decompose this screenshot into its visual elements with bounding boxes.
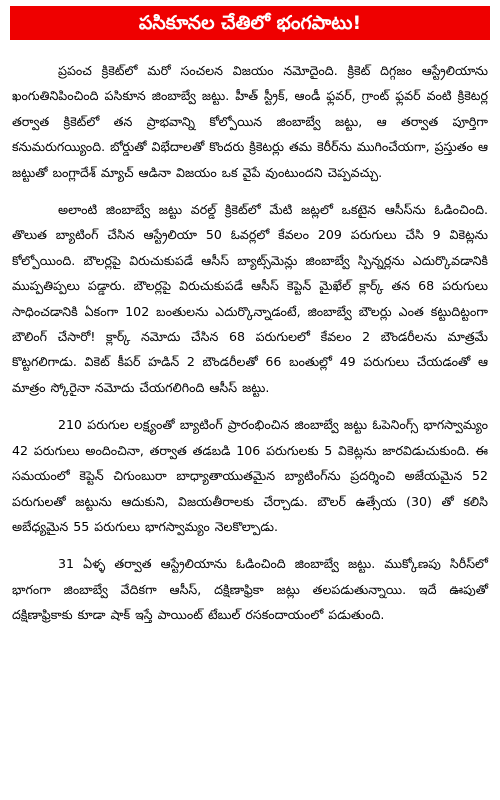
article-paragraph-1: ప్రపంచ క్రికెట్‌లో మరో సంచలన విజయం నమోదైంది. క్రికెట్ దిగ్గజం ఆస్ట్రేలియాను ఖంగుతినిపించింది పసికూన జింబాబ్వే జట్టు. హీత్ స్ట్రీక్, ఆండీ ఫ్లవర్, గ్రాంట్ ఫ్లవర్ వంటి క్రికెటర్ల తర్వాత క్రికెట్‌లో తన ప్రాభవాన్ని కోల్పోయిన జింబాబ్వే జట్టు, ఆ తర్వాత పూర్తిగా కనుమరుగయ్యింది. బోర్డుతో విభేదాలతో కొందరు క్రికెటర్లు తమ కెరీర్‌ను ముగించేయగా, ప్రస్తుతం ఆ జట్టుతో బంగ్లాదేశ్ మ్యాచ్ ఆడినా విజయం ఒక వైపే వుంటుందని చెప్పవచ్చు.: [12, 63, 488, 180]
article-paragraph-4: 31 ఏళ్ళ తర్వాత ఆస్ట్రేలియాను ఓడించింది జింబాబ్వే జట్టు. ముక్కోణపు సిరీస్‌లో భాగంగా జింబాబ్వే వేదికగా ఆసీస్, దక్షిణాఫ్రికా జట్లు తలపడుతున్నాయి. ఇదే ఊపుతో దక్షిణాఫ్రికాకు కూడా షాక్ ఇస్తే పాయింట్ టేబుల్ రసకందాయంలో పడుతుంది.: [12, 556, 488, 623]
article-paragraph-2: అలాంటి జింబాబ్వే జట్టు వరల్డ్ క్రికెట్‌లో మేటి జట్లలో ఒకటైన ఆసీస్‌ను ఓడించింది. తొలుత బ్యాటింగ్ చేసిన ఆస్ట్రేలియా 50 ఓవర్లలో కేవలం 209 పరుగులు చేసి 9 వికెట్లను కోల్పోయింది. బౌలర్లపై విరుచుకుపడే ఆసీస్ బ్యాట్స్‌మెన్లు జింబాబ్వే స్పిన్నర్లను ఎదుర్కొవడానికి ముప్పతిప్పలు పడ్డారు. బౌలర్లపై విరుచుకుపడే ఆసీస్ కెప్టెన్ మైఖేల్ క్లార్క్ తన 68 పరుగులు సాధించడానికి ఏకంగా 102 బంతులను ఎదుర్కొన్నాడంటే, జింబాబ్వే బౌలర్లు ఎంత కట్టుదిట్టంగా బౌలింగ్ చేసారో! క్లార్క్ నమోదు చేసిన 68 పరుగులలో కేవలం 2 బౌండరీలను మాత్రమే కొట్టగలిగాడు. వికెట్ కీపర్ హడిన్ 2 బౌండరీలతో 66 బంతుల్లో 49 పరుగులు చేయడంతో ఆ మాత్రం స్కోరైనా నమోదు చేయగలిగింది ఆసీస్ జట్టు.: [12, 202, 488, 395]
article-paragraph-3: 210 పరుగుల లక్ష్యంతో బ్యాటింగ్ ప్రారంభించిన జింబాబ్వే జట్టు ఓపెనింగ్స్ భాగస్వామ్యం 42 పరుగులు అందించినా, తర్వాత తడబడి 106 పరుగులకు 5 వికెట్లను జారవిడుచుకుంది. ఈ సమయంలో కెప్టెన్ చిగుంబురా బాధ్యాతాయుతమైన బ్యాటింగ్‌ను ప్రదర్శించి అజేయమైన 52 పరుగులతో జట్టును ఆదుకుని, విజయతీరాలకు చేర్చాడు. బౌలర్ ఉత్సేయ (30) తో కలిసి అబేధ్యమైన 55 పరుగులు భాగస్వామ్యం నెలకొల్పాడు.: [12, 417, 488, 534]
headline-banner: [10, 6, 490, 40]
headline-title: పసికూనల చేతిలో భంగపాటు!: [138, 12, 362, 34]
article-body: [12, 58, 488, 640]
